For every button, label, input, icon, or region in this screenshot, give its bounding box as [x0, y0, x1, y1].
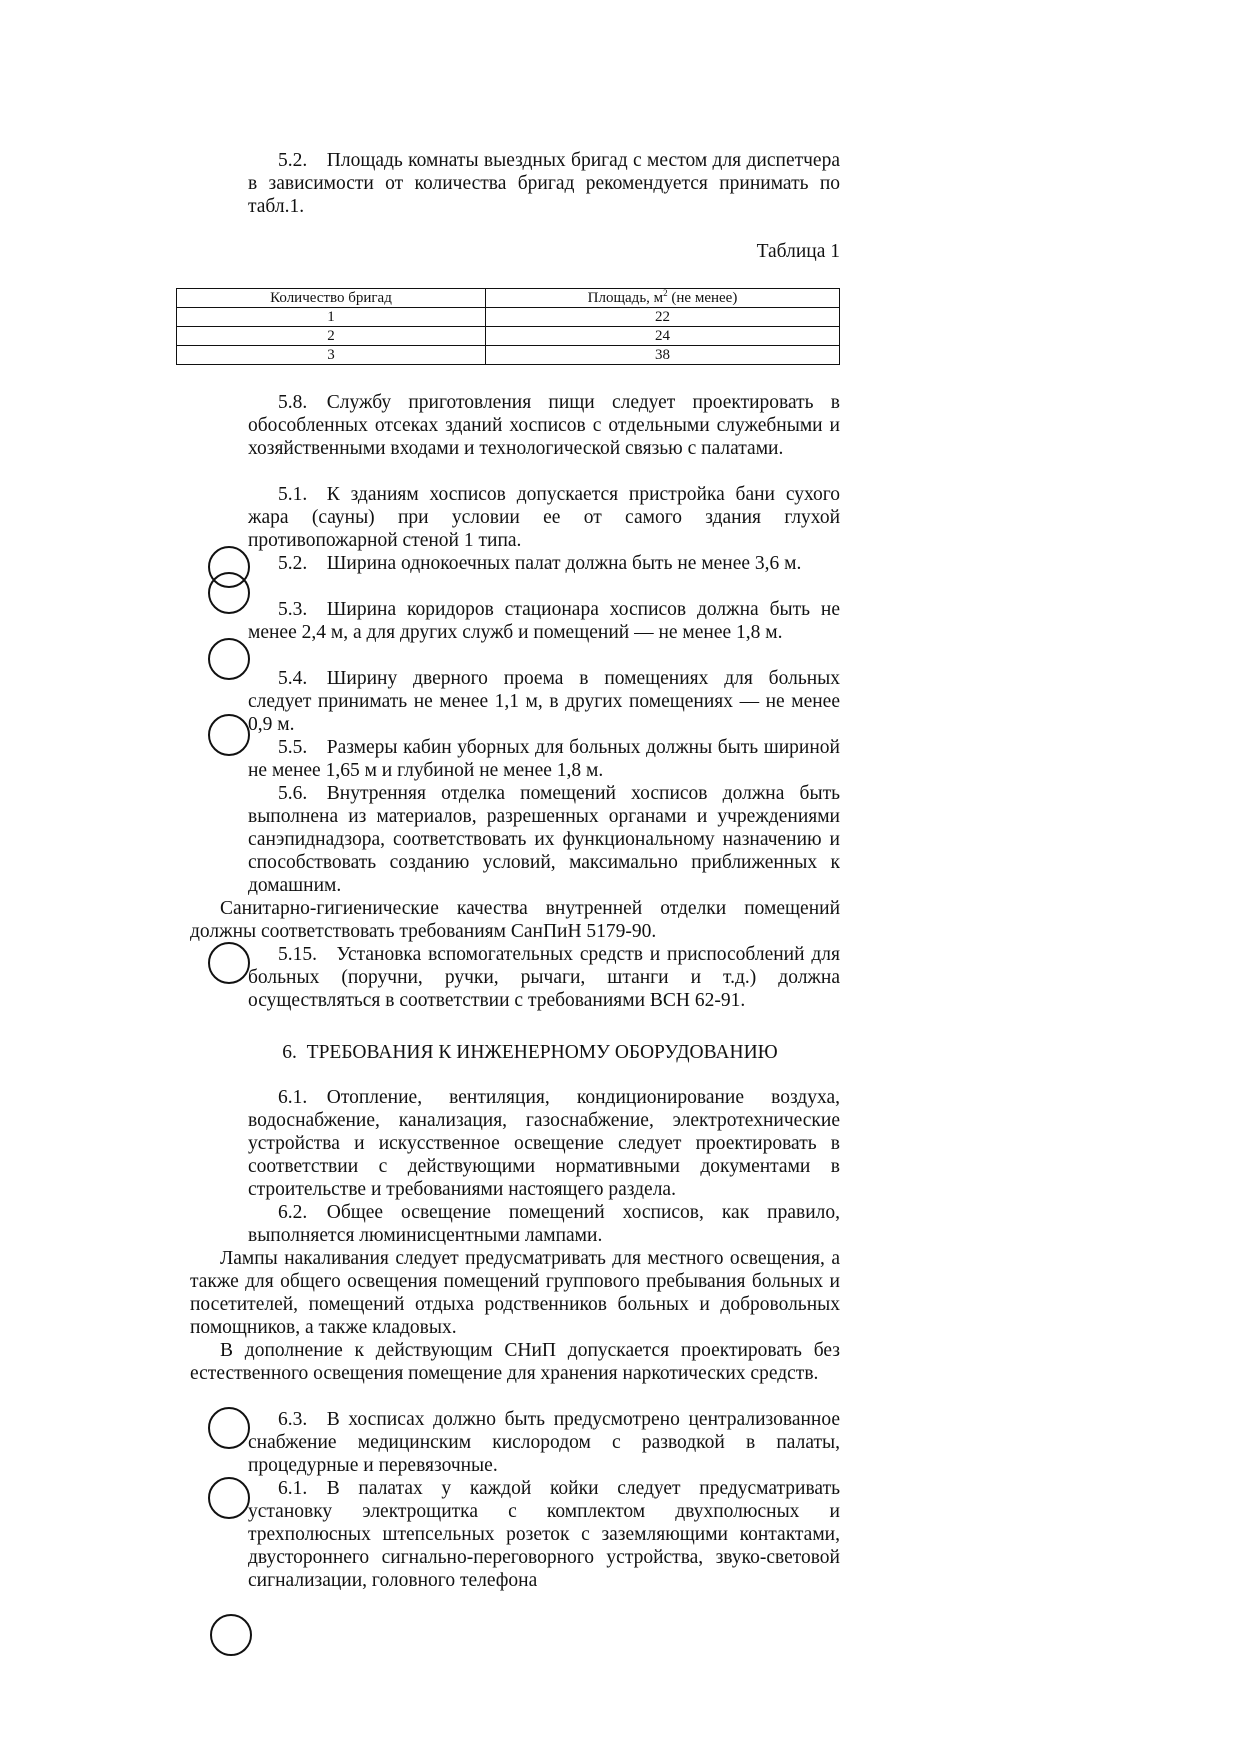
- table-row: [177, 346, 840, 365]
- paragraph-6-2-lighting: 6.2. Общее освещение помещений хосписов, как правило, выполняется люминисцентными лампами.: [248, 1202, 840, 1246]
- section-6-heading: 6. ТРЕБОВАНИЯ К ИНЖЕНЕРНОМУ ОБОРУДОВАНИЮ: [282, 1042, 778, 1063]
- paragraph-5-2-ward-width: 5.2. Ширина однокоечных палат должна быть не менее 3,6 м.: [278, 553, 802, 574]
- table-1: [176, 288, 840, 365]
- table-row: [177, 308, 840, 327]
- header-brigades: Количество бригад: [177, 289, 486, 308]
- cell-area: 24: [486, 327, 840, 346]
- paragraph-incandescent-lamps: Лампы накаливания следует предусматривать для местного освещения, а также для общего освещения помещений группового пребывания больных и посетителей, помещений отдыха родственников больных и добровольных помощников, а также кладовых.: [190, 1248, 840, 1338]
- punch-hole-mark: [208, 1477, 250, 1519]
- punch-hole-mark: [208, 1407, 250, 1449]
- paragraph-5-15-assistive-devices: 5.15. Установка вспомогательных средств и приспособлений для больных (поручни, ручки, рычаги, штанги и т.д.) должна осуществляться в соответствии с требованиями ВСН 62-91.: [248, 944, 840, 1011]
- punch-hole-mark: [208, 638, 250, 680]
- punch-hole-mark: [208, 714, 250, 756]
- cell-brigades: 3: [177, 346, 486, 365]
- paragraph-sanitary-quality: Санитарно-гигиенические качества внутренней отделки помещений должны соответствовать требованиям СанПиН 5179-90.: [190, 898, 840, 942]
- table-row: [177, 327, 840, 346]
- paragraph-5-8-kitchen: 5.8. Службу приготовления пищи следует проектировать в обособленных отсеках зданий хосписов с отдельными служебными и хозяйственными входами и технологической связью с палатами.: [248, 392, 840, 459]
- paragraph-5-4-door-width: 5.4. Ширину дверного проема в помещениях для больных следует принимать не менее 1,1 м, в других помещениях — не менее 0,9 м.: [248, 668, 840, 735]
- paragraph-6-3-oxygen: 6.3. В хосписах должно быть предусмотрено централизованное снабжение медицинским кислородом с разводкой в палаты, процедурные и перевязочные.: [248, 1409, 840, 1476]
- table-header-row: [177, 289, 840, 308]
- punch-hole-mark: [208, 572, 250, 614]
- paragraph-5-3-corridor-width: 5.3. Ширина коридоров стационара хосписов должна быть не менее 2,4 м, а для других служб и помещений — не менее 1,8 м.: [248, 599, 840, 643]
- paragraph-6-1-electrical: 6.1. В палатах у каждой койки следует предусматривать установку электрощитка с комплектом двухполюсных и трехполюсных штепсельных розеток с заземляющими контактами, двустороннего сигнально-переговорного устройства, звуко-световой сигнализации, головного телефона: [248, 1478, 840, 1591]
- cell-brigades: 1: [177, 308, 486, 327]
- paragraph-6-1-engineering: 6.1. Отопление, вентиляция, кондиционирование воздуха, водоснабжение, канализация, газоснабжение, электротехнические устройства и искусственное освещение следует проектировать в соответствии с действующими нормативными документами в строительстве и требованиями настоящего раздела.: [248, 1087, 840, 1200]
- table-1-caption: Таблица 1: [756, 241, 840, 262]
- punch-hole-mark: [208, 942, 250, 984]
- paragraph-5-1-sauna: 5.1. К зданиям хосписов допускается пристройка бани сухого жара (сауны) при условии ее от самого здания глухой противопожарной стеной 1 типа.: [248, 484, 840, 551]
- paragraph-5-2-room-area: 5.2. Площадь комнаты выездных бригад с местом для диспетчера в зависимости от количества бригад рекомендуется принимать по табл.1.: [248, 150, 840, 217]
- punch-hole-mark: [210, 1614, 252, 1656]
- paragraph-5-6-interior-finish: 5.6. Внутренняя отделка помещений хосписов должна быть выполнена из материалов, разрешенных органами и учреждениями санэпиднадзора, соответствовать их функциональному назначению и способствовать созданию условий, максимально приближенных к домашним.: [248, 783, 840, 896]
- cell-area: 22: [486, 308, 840, 327]
- cell-area: 38: [486, 346, 840, 365]
- paragraph-5-5-toilet-size: 5.5. Размеры кабин уборных для больных должны быть шириной не менее 1,65 м и глубиной не менее 1,8 м.: [248, 737, 840, 781]
- header-area: Площадь, $м^2$ (не менее): [486, 289, 840, 308]
- cell-brigades: 2: [177, 327, 486, 346]
- paragraph-narcotics-storage: В дополнение к действующим СНиП допускается проектировать без естественного освещения помещение для хранения наркотических средств.: [190, 1340, 840, 1384]
